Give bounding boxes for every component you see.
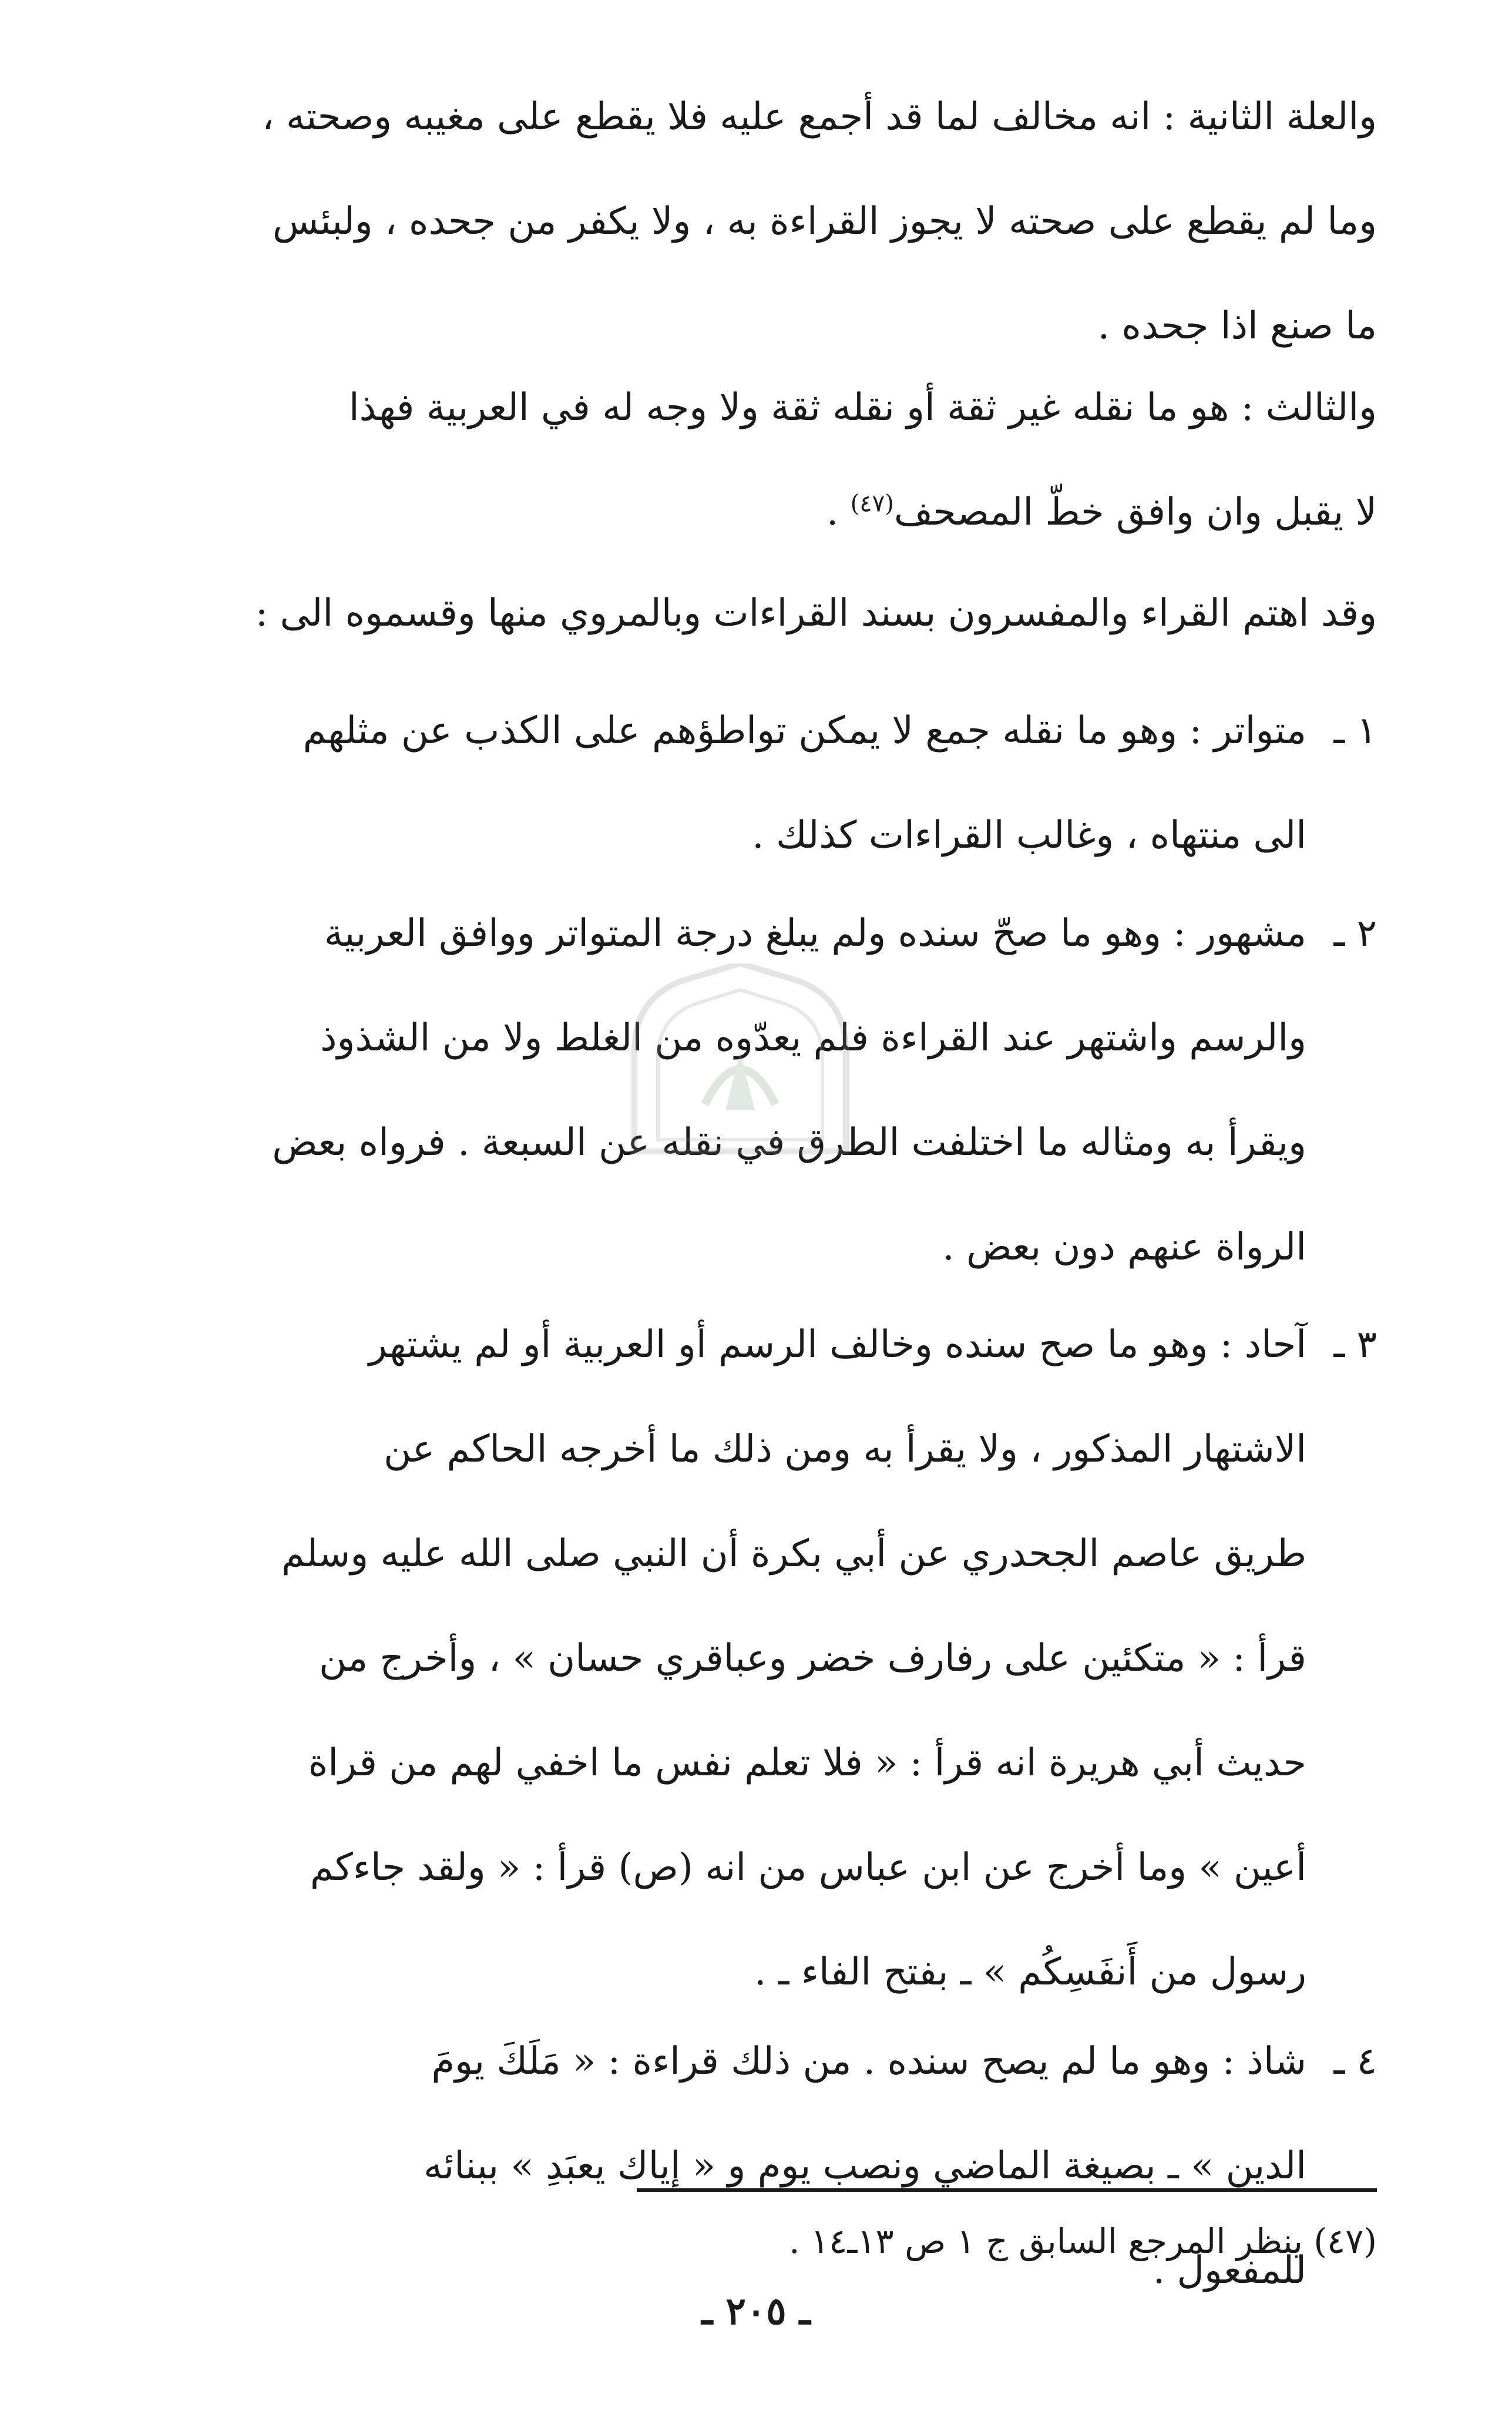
- text-line: ويقرأ به ومثاله ما اختلفت الطرق في نقله عن السبعة . فرواه بعض: [272, 1121, 1306, 1164]
- text-line: للمفعول .: [1153, 2249, 1306, 2292]
- paragraph-second-reason: [117, 65, 1377, 378]
- page-number: ـ ٢٠٥ ـ: [701, 2289, 811, 2333]
- text-line: متواتر : وهو ما نقله جمع لا يمكن تواطؤهم على الكذب عن مثلهم: [303, 709, 1306, 753]
- text-line: وما لم يقطع على صحته لا يجوز القراءة به ، ولا يكفر من جحده ، ولبئس: [273, 200, 1377, 243]
- footnote-reference: (٤٧): [850, 490, 894, 518]
- text-line: ما صنع اذا جحده .: [1097, 304, 1377, 348]
- text-line: مشهور : وهو ما صحّ سنده ولم يبلغ درجة المتواتر ووافق العربية: [324, 912, 1306, 955]
- list-item: [117, 1292, 1377, 2024]
- text-line: آحاد : وهو ما صح سنده وخالف الرسم أو العربية أو لم يشتهر: [368, 1323, 1306, 1366]
- text-line: الاشتهار المذكور ، ولا يقرأ به ومن ذلك ما أخرجه الحاكم عن: [384, 1428, 1306, 1471]
- watermark-emblem-icon: [617, 963, 863, 1157]
- item-number: ٣ ـ: [1333, 1323, 1377, 1366]
- text-line: الرواة عنهم دون بعض .: [942, 1225, 1306, 1269]
- paragraph-third-reason: [117, 355, 1377, 565]
- list-item: [117, 679, 1377, 888]
- text-line: شاذ : وهو ما لم يصح سنده . من ذلك قراءة : « مَلَكَ يومَ: [431, 2040, 1306, 2083]
- text-line: وقد اهتم القراء والمفسرون بسند القراءات وبالمروي منها وقسموه الى :: [255, 592, 1377, 635]
- item-number: ٤ ـ: [1333, 2040, 1377, 2083]
- text-line: قرأ : « متكئين على رفارف خضر وعباقري حسان » ، وأخرج من: [319, 1637, 1306, 1680]
- footnote: (٤٧) ينظر المرجع السابق ج ١ ص ١٣ـ١٤ .: [789, 2221, 1377, 2261]
- text-line: والرسم واشتهر عند القراءة فلم يعدّوه من الغلط ولا من الشذوذ: [320, 1016, 1306, 1060]
- paragraph-intro-classification: [117, 561, 1377, 666]
- text-fragment: لا يقبل وان وافق خطّ المصحف: [893, 491, 1377, 534]
- text-line: حديث أبي هريرة انه قرأ : « فلا تعلم نفس ما اخفي لهم من قراة: [308, 1741, 1306, 1785]
- text-line: والثالث : هو ما نقله غير ثقة أو نقله ثقة ولا وجه له في العربية فهذا: [348, 386, 1377, 429]
- text-line: والعلة الثانية : انه مخالف لما قد أجمع عليه فلا يقطع على مغيبه وصحته ،: [262, 95, 1377, 139]
- text-line: [117, 460, 1377, 565]
- text-line: أعين » وما أخرج عن ابن عباس من انه (ص) قرأ : « ولقد جاءكم: [310, 1846, 1306, 1889]
- text-line: الى منتهاه ، وغالب القراءات كذلك .: [752, 814, 1306, 857]
- footnote-divider: [637, 2188, 1377, 2192]
- item-number: ١ ـ: [1333, 709, 1377, 753]
- text-line: رسول من أَنفَسِكُم » ـ بفتح الفاء ـ .: [754, 1950, 1306, 1994]
- text-fragment: .: [826, 491, 851, 534]
- text-line: طريق عاصم الجحدري عن أبي بكرة أن النبي صلى الله عليه وسلم: [281, 1532, 1306, 1576]
- text-line: الدين » ـ بصيغة الماضي ونصب يوم و « إياك يعبَدِ » ببنائه: [424, 2144, 1306, 2188]
- item-number: ٢ ـ: [1333, 912, 1377, 955]
